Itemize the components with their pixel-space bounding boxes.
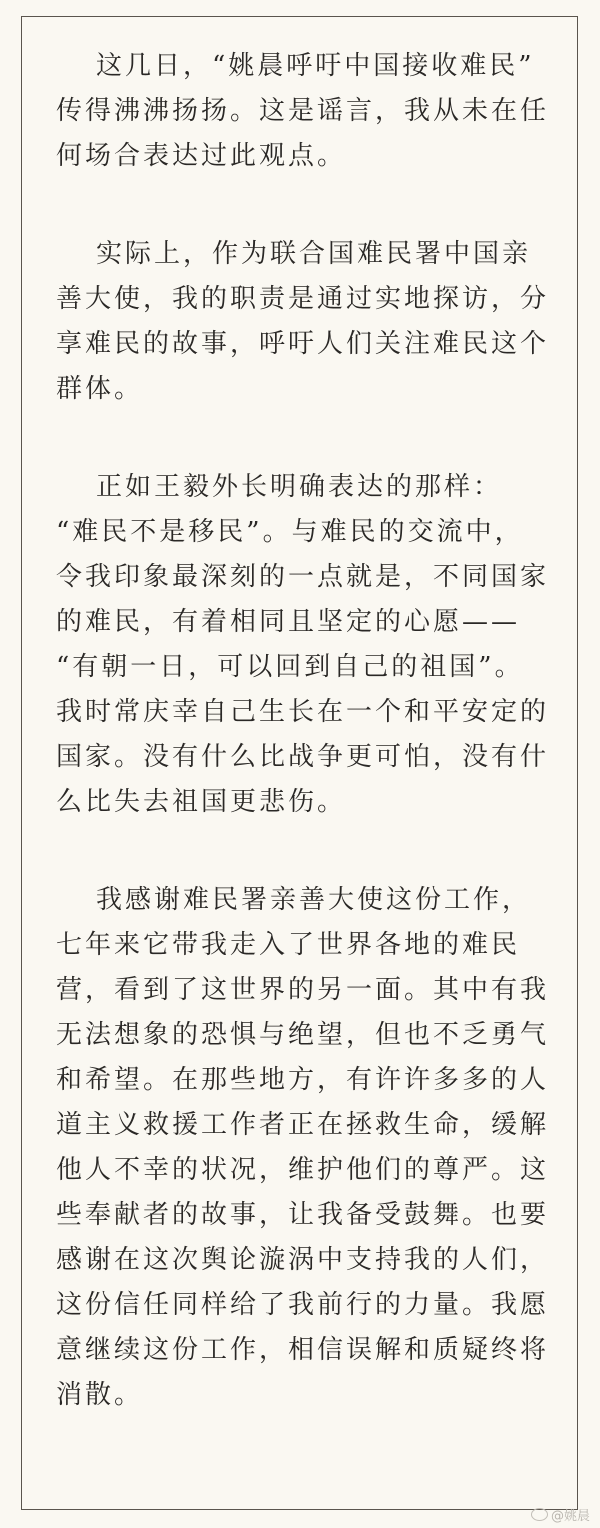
text-line: 群体。 bbox=[56, 374, 144, 404]
paragraph-gap bbox=[56, 179, 570, 232]
text-line: 感谢在这次舆论漩涡中支持我的人们， bbox=[56, 1245, 550, 1275]
text-line: 何场合表达过此观点。 bbox=[56, 141, 347, 171]
paragraph-4 bbox=[56, 878, 570, 1418]
text-line: “难民不是移民”。与难民的交流中， bbox=[56, 517, 524, 547]
text-line: 我感谢难民署亲善大使这份工作， bbox=[96, 885, 532, 915]
text-line: 无法想象的恐惧与绝望，但也不乏勇气 bbox=[56, 1020, 550, 1050]
paragraph-1 bbox=[56, 44, 570, 179]
text-line: 消散。 bbox=[56, 1380, 144, 1410]
text-line: 道主义救援工作者正在拯救生命，缓解 bbox=[56, 1110, 550, 1140]
text-line: 令我印象最深刻的一点就是，不同国家 bbox=[56, 562, 550, 592]
text-line: 善大使，我的职责是通过实地探访，分 bbox=[56, 284, 550, 314]
weibo-watermark bbox=[531, 1505, 590, 1524]
text-line: 些奉献者的故事，让我备受鼓舞。也要 bbox=[56, 1200, 550, 1230]
paragraph-2 bbox=[56, 232, 570, 412]
text-line: 这份信任同样给了我前行的力量。我愿 bbox=[56, 1290, 550, 1320]
text-line: 和希望。在那些地方，有许许多多的人 bbox=[56, 1065, 550, 1095]
text-line: 国家。没有什么比战争更可怕，没有什 bbox=[56, 742, 550, 772]
paragraph-3 bbox=[56, 465, 570, 825]
text-line: 他人不幸的状况，维护他们的尊严。这 bbox=[56, 1155, 550, 1185]
statement-text bbox=[56, 44, 570, 1418]
text-line: 享难民的故事，呼吁人们关注难民这个 bbox=[56, 329, 550, 359]
paragraph-gap bbox=[56, 412, 570, 465]
text-line: 营，看到了这世界的另一面。其中有我 bbox=[56, 975, 550, 1005]
watermark-text: @姚晨 bbox=[550, 1509, 590, 1524]
text-line: 七年来它带我走入了世界各地的难民 bbox=[56, 930, 521, 960]
text-line: “有朝一日，可以回到自己的祖国”。 bbox=[56, 652, 524, 682]
text-line: 这几日，“姚晨呼吁中国接收难民” bbox=[96, 51, 535, 81]
weibo-icon bbox=[531, 1508, 548, 1521]
text-line: 意继续这份工作，相信误解和质疑终将 bbox=[56, 1335, 550, 1365]
text-line: 传得沸沸扬扬。这是谣言，我从未在任 bbox=[56, 96, 550, 126]
text-line: 正如王毅外长明确表达的那样： bbox=[96, 472, 503, 502]
text-line: 的难民，有着相同且坚定的心愿—— bbox=[56, 607, 521, 637]
text-line: 么比失去祖国更悲伤。 bbox=[56, 787, 347, 817]
text-line: 实际上，作为联合国难民署中国亲 bbox=[96, 239, 532, 269]
text-line: 我时常庆幸自己生长在一个和平安定的 bbox=[56, 697, 550, 727]
paragraph-gap bbox=[56, 825, 570, 878]
